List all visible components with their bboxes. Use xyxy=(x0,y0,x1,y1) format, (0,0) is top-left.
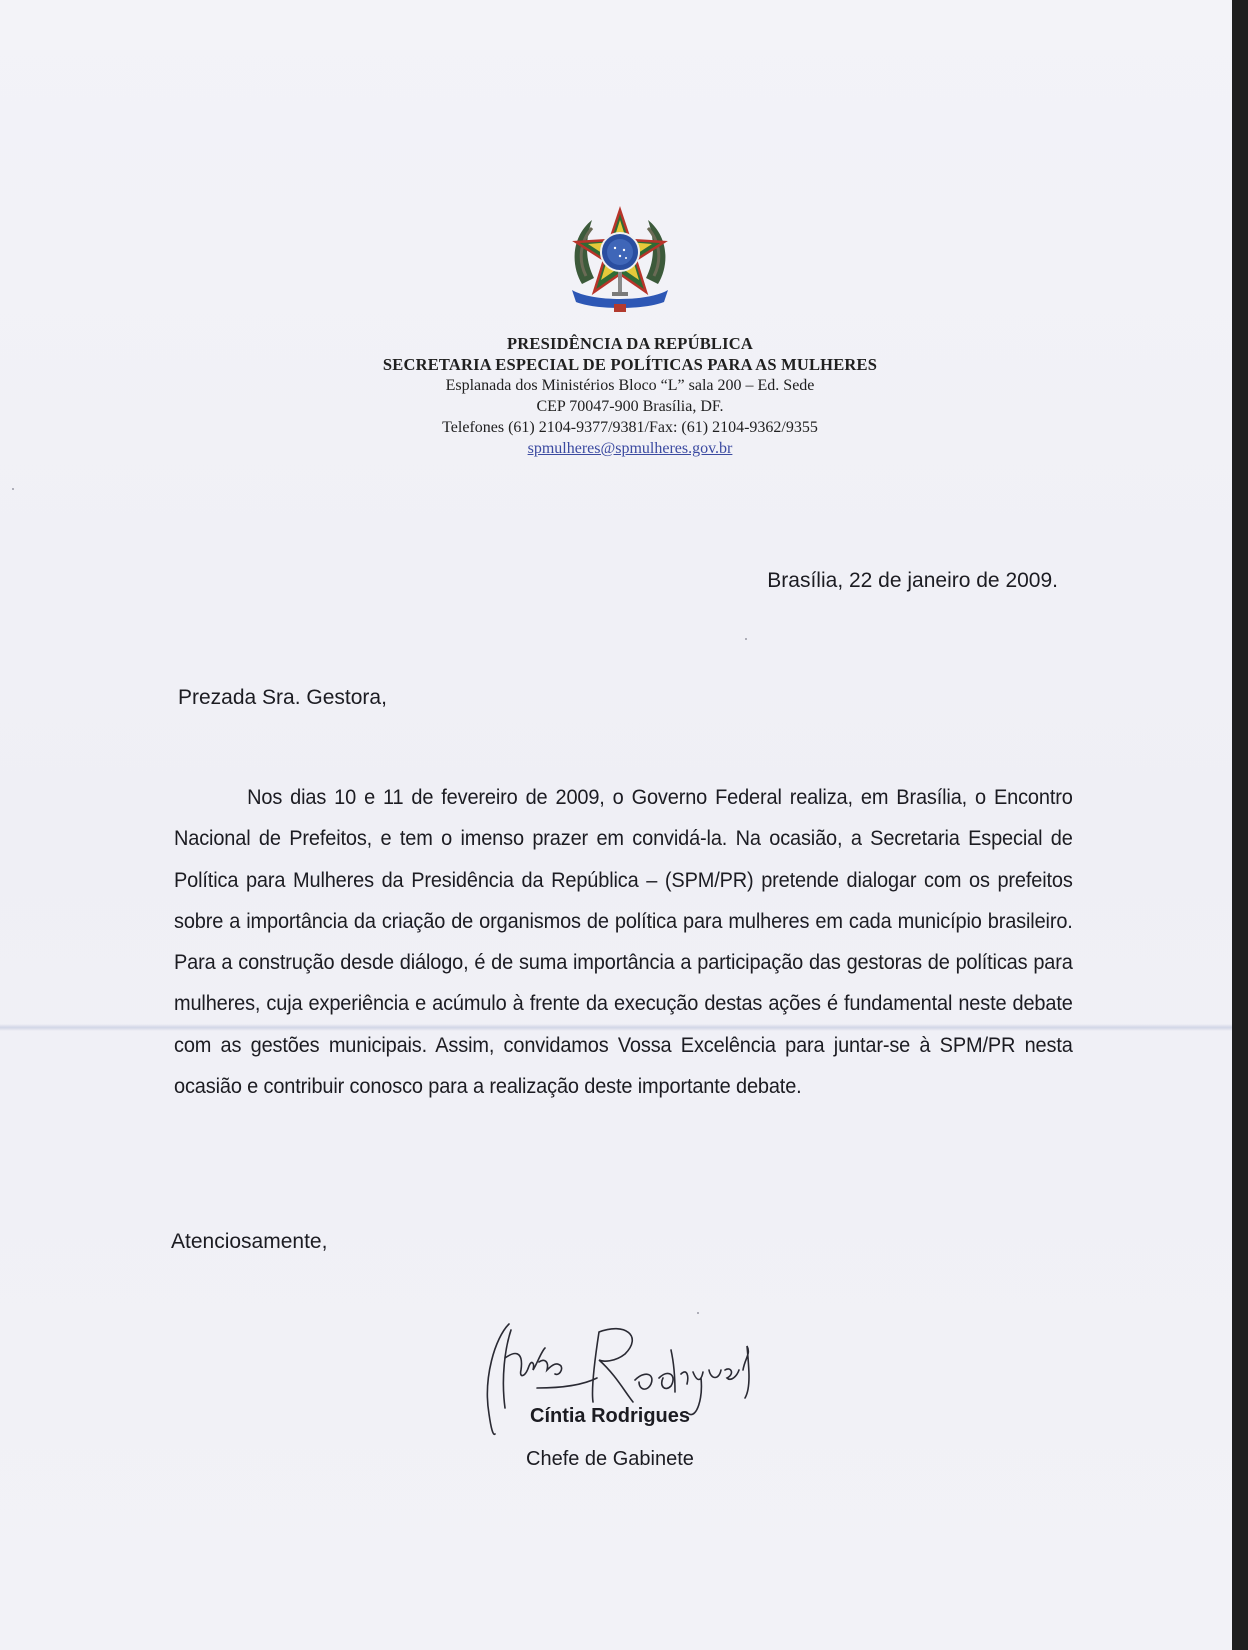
signer-name: Cíntia Rodrigues xyxy=(530,1405,691,1427)
brazil-coat-of-arms-icon xyxy=(568,206,672,314)
letterhead-institution: PRESIDÊNCIA DA REPÚBLICA xyxy=(507,334,753,353)
letter-date: Brasília, 22 de janeiro de 2009. xyxy=(767,569,1058,592)
letter-closing: Atenciosamente, xyxy=(171,1230,328,1253)
signer-title: Chefe de Gabinete xyxy=(526,1448,694,1470)
letter-greeting: Prezada Sra. Gestora, xyxy=(178,686,387,709)
letter-body-text: Nos dias 10 e 11 de fevereiro de 2009, o Governo Federal realiza, em Brasília, o Encontro Nacional de Prefeitos, e tem o imenso prazer em convidá-la. Na ocasião, a Secretaria Especial de Política para Mulheres da Presidência da República – (SPM/PR) pretende dialogar com os prefeitos sobre a importância da criação de organismos de política para mulheres em cada município brasileiro. Para a construção desde diálogo, é de suma importância a participação das gestoras de políticas para mulheres, cuja experiência e acúmulo à frente da execução destas ações é fundamental neste debate com as gestões municipais. Assim, convidamos Vossa Excelência para juntar-se à SPM/PR nesta ocasião e contribuir conosco para a realização deste importante debate. xyxy=(174,786,1073,1099)
letter-body xyxy=(174,777,1073,1107)
scan-speck xyxy=(12,488,14,490)
letterhead-address: Esplanada dos Ministérios Bloco “L” sala 200 – Ed. Sede xyxy=(445,377,815,394)
scanner-edge xyxy=(1232,0,1248,1650)
letterhead-postal: CEP 70047-900 Brasília, DF. xyxy=(536,398,724,415)
letterhead-phones: Telefones (61) 2104-9377/9381/Fax: (61) 2104-9362/9355 xyxy=(442,419,818,436)
scan-speck xyxy=(697,1312,699,1314)
letterhead-email-link[interactable]: spmulheres@spmulheres.gov.br xyxy=(527,440,733,457)
letterhead-department: SECRETARIA ESPECIAL DE POLÍTICAS PARA AS MULHERES xyxy=(382,355,878,374)
letterhead xyxy=(330,333,930,460)
scan-speck xyxy=(745,638,747,640)
